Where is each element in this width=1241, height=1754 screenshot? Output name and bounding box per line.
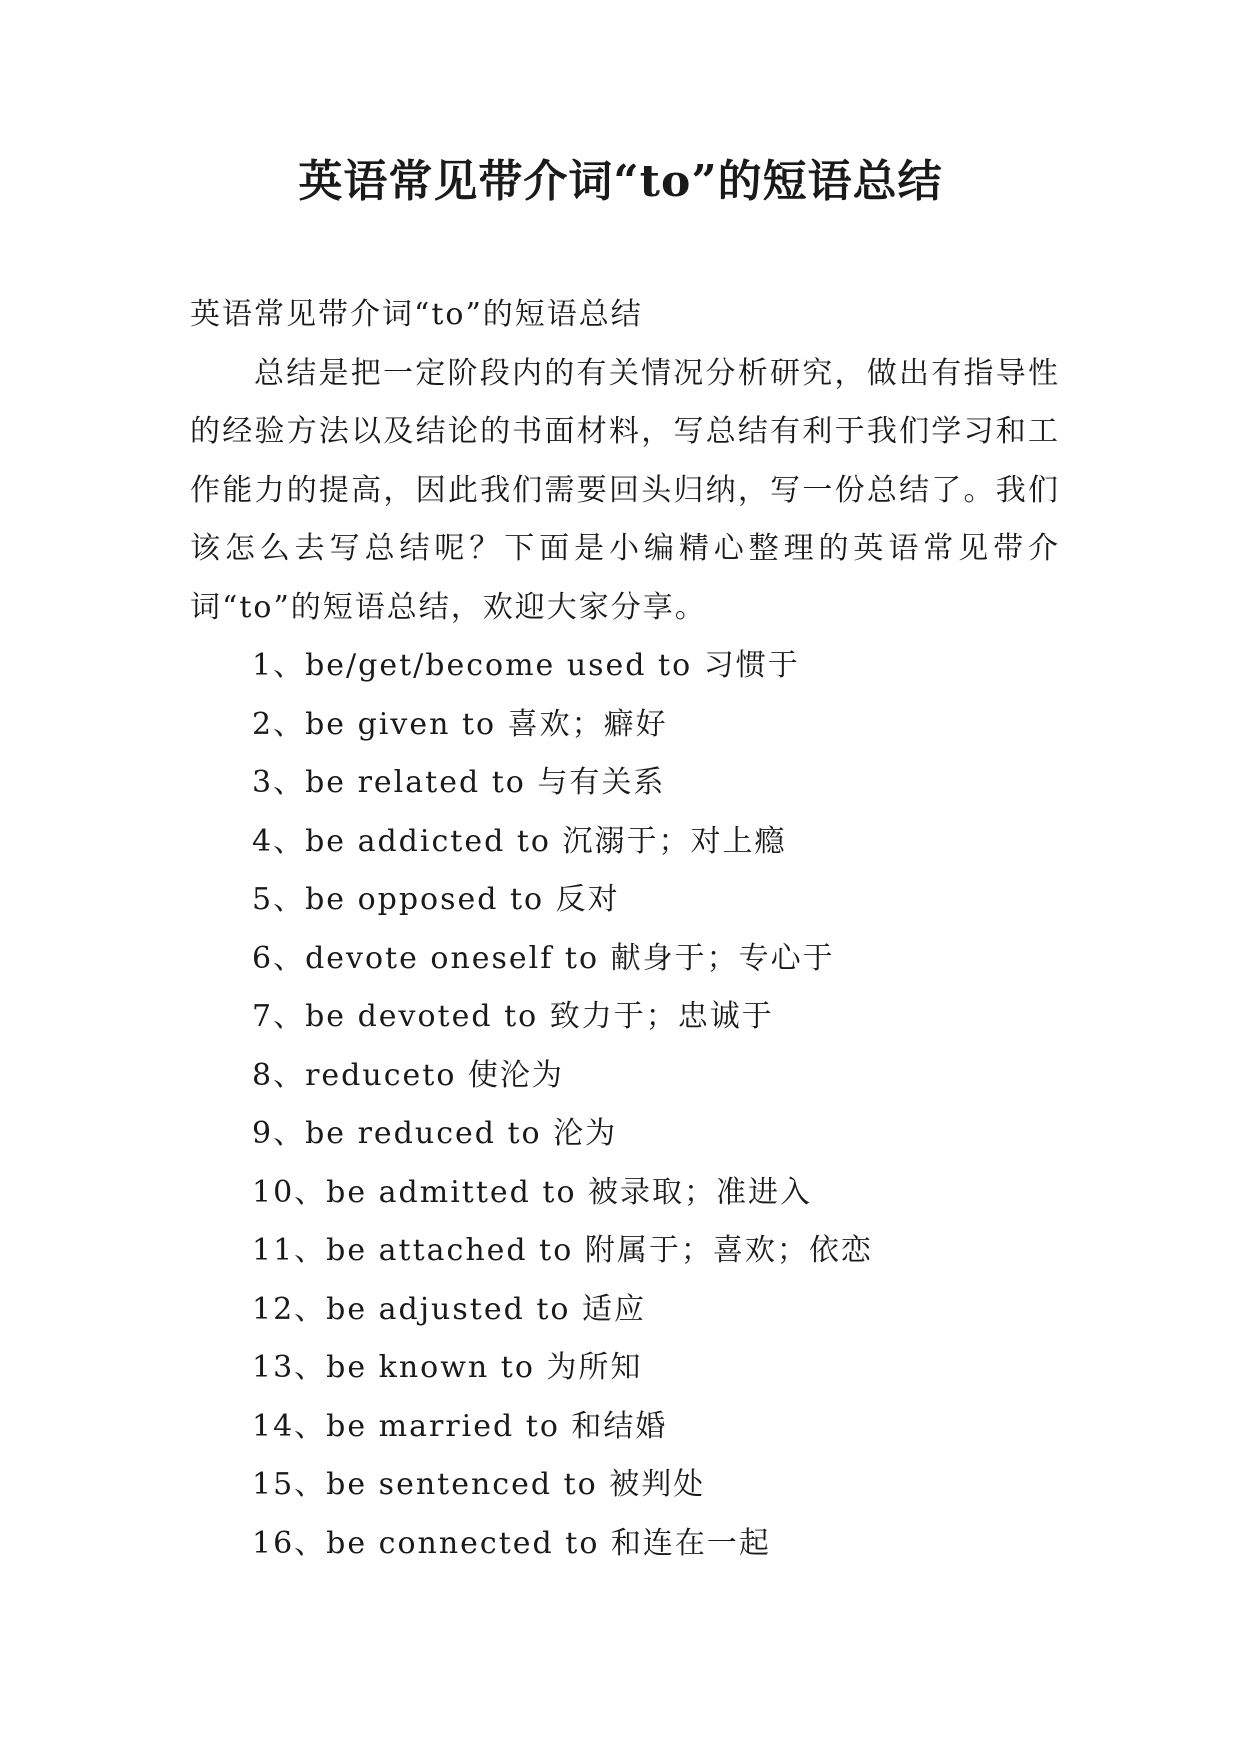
list-item: 15、be sentenced to 被判处 [252,1467,706,1502]
list-item: 12、be adjusted to 适应 [252,1291,646,1327]
document-title: 英语常见带介词“to”的短语总结 [298,156,943,207]
list-item: 9、be reduced to 沦为 [252,1116,618,1151]
list-item: 8、reduceto 使沦为 [252,1057,564,1093]
list-item: 3、be related to 与有关系 [252,765,666,800]
list-item: 16、be connected to 和连在一起 [252,1525,771,1561]
list-item: 6、devote oneself to 献身于；专心于 [252,940,835,976]
list-item: 13、be known to 为所知 [252,1350,643,1385]
list-item: 5、be opposed to 反对 [252,882,620,917]
list-item: 10、be admitted to 被录取；准进入 [252,1174,813,1210]
intro-paragraph: 总结是把一定阶段内的有关情况分析研究，做出有指导性的经验方法以及结论的书面材料，写总结有利于我们学习和工作能力的提高，因此我们需要回头归纳，写一份总结了。我们该怎么去写总结呢？下面是小编精心整理的英语常见带介词“to”的短语总结，欢迎大家分享。 [190,355,1060,625]
list-item: 14、be married to 和结婚 [252,1408,668,1444]
phrase-list [190,637,1060,1573]
list-item: 2、be given to 喜欢；癖好 [252,706,668,742]
document-subtitle: 英语常见带介词“to”的短语总结 [190,297,643,332]
list-item: 7、be devoted to 致力于；忠诚于 [252,999,774,1034]
list-item: 11、be attached to 附属于；喜欢；依恋 [252,1233,873,1268]
list-item: 1、be/get/become used to 习惯于 [252,648,800,683]
list-item: 4、be addicted to 沉溺于；对上瘾 [252,823,787,859]
document-body [190,286,1060,1573]
